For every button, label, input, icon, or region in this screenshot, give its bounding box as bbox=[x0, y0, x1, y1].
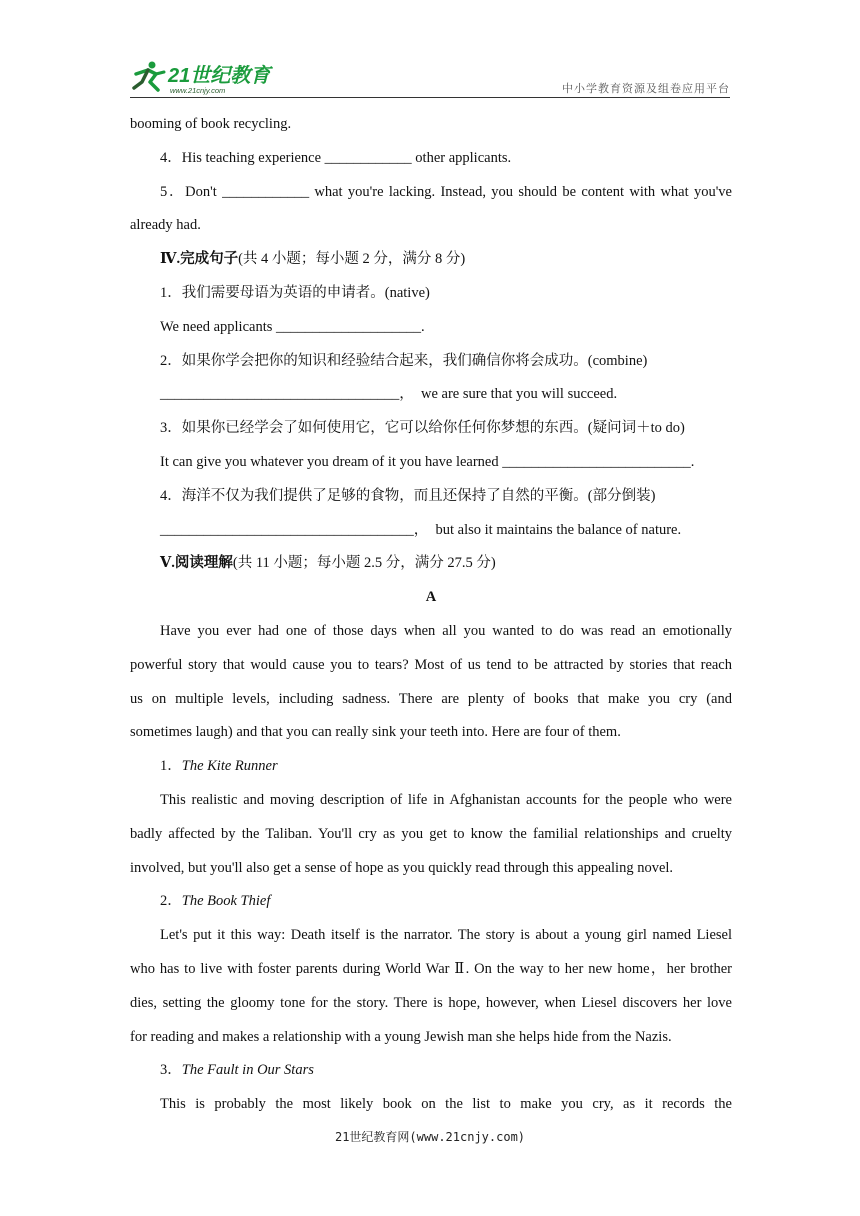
logo-21cnjy bbox=[130, 60, 290, 96]
section-info: (共 4 小题；每小题 2 分，满分 8 分) bbox=[238, 251, 466, 268]
sentence-answer-4: ___________________________________， but also it maintains the balance of nature. bbox=[160, 521, 682, 538]
page-footer: 21世纪教育网(www.21cnjy.com) bbox=[334, 1130, 526, 1144]
book-number: 2． bbox=[160, 893, 182, 910]
paragraph-line: us on multiple levels, including sadness. There are plenty of books that make you cry (and bbox=[130, 690, 732, 707]
book-number: 1． bbox=[160, 758, 182, 775]
paragraph-line: This realistic and moving description of life in Afghanistan accounts for the people who were bbox=[160, 791, 732, 808]
sentence-prompt-2: 2．如果你学会把你的知识和经验结合起来，我们确信你将会成功。(combine) bbox=[160, 352, 648, 369]
logo-text: 21世纪教育 bbox=[168, 65, 271, 87]
paragraph-line: Let's put it this way: Death itself is the narrator. The story is about a young girl named Liesel bbox=[160, 927, 732, 944]
section-info: (共 11 小题；每小题 2.5 分，满分 27.5 分) bbox=[232, 555, 496, 572]
sentence-prompt-1: 1．我们需要母语为英语的申请者。(native) bbox=[160, 284, 430, 301]
section-title: Ⅳ.完成句子 bbox=[160, 251, 239, 268]
sentence-answer-3: It can give you whatever you dream of it you have learned __________________________. bbox=[160, 453, 695, 470]
text-line: booming of book recycling. bbox=[130, 116, 292, 132]
exercise-item-4: 4．His teaching experience ____________ other applicants. bbox=[160, 149, 512, 166]
sentence-prompt-4: 4．海洋不仅为我们提供了足够的食物，而且还保持了自然的平衡。(部分倒装) bbox=[160, 487, 656, 504]
paragraph-line: involved, but you'll also get a sense of hope as you quickly read through this appealing novel. bbox=[130, 859, 674, 876]
book-title: The Kite Runner bbox=[181, 758, 278, 775]
passage-label: A bbox=[425, 589, 437, 606]
header-divider bbox=[130, 97, 730, 98]
paragraph-line: This is probably the most likely book on the list to make you cry, as it records the bbox=[160, 1096, 732, 1113]
paragraph-line: dies, setting the gloomy tone for the story. There is hope, however, when Liesel discovers her love bbox=[130, 994, 732, 1011]
paragraph-line: for reading and makes a relationship with a young Jewish man she helps hide from the Nazis. bbox=[130, 1028, 672, 1045]
paragraph-line: who has to live with foster parents during World War Ⅱ. On the way to her new home，her brother bbox=[130, 960, 732, 977]
page-header bbox=[130, 58, 730, 98]
section-title: Ⅴ.阅读理解 bbox=[160, 555, 233, 572]
book-number: 3． bbox=[160, 1062, 182, 1079]
header-slogan: 中小学教育资源及组卷应用平台 bbox=[562, 82, 730, 95]
book-heading-1 bbox=[130, 750, 732, 784]
sentence-prompt-3: 3．如果你已经学会了如何使用它，它可以给你任何你梦想的东西。(疑问词＋to do) bbox=[160, 420, 685, 437]
exercise-item-5: 5．Don't ____________ what you're lacking. Instead, you should be content with what you've bbox=[160, 183, 732, 200]
section-4-heading bbox=[130, 243, 732, 277]
text-line: already had. bbox=[130, 217, 201, 234]
sentence-answer-1: We need applicants ____________________. bbox=[160, 318, 425, 335]
sentence-answer-2: _________________________________， we are sure that you will succeed. bbox=[160, 386, 618, 403]
section-5-heading bbox=[130, 547, 732, 581]
paragraph-line: powerful story that would cause you to tears? Most of us tend to be attracted by stories that reach bbox=[130, 656, 732, 673]
logo-url: www.21cnjy.com bbox=[170, 86, 226, 95]
paragraph-line: sometimes laugh) and that you can really sink your teeth into. Here are four of them. bbox=[130, 724, 621, 741]
book-title: The Book Thief bbox=[181, 893, 271, 910]
paragraph-line: badly affected by the Taliban. You'll cry as you get to know the familial relationships and cruelty bbox=[130, 825, 732, 842]
document-body bbox=[130, 108, 732, 1122]
book-heading-3 bbox=[130, 1054, 732, 1088]
paragraph-line: Have you ever had one of those days when all you wanted to do was read an emotionally bbox=[160, 622, 732, 639]
book-title: The Fault in Our Stars bbox=[181, 1062, 314, 1079]
book-heading-2 bbox=[130, 885, 732, 919]
